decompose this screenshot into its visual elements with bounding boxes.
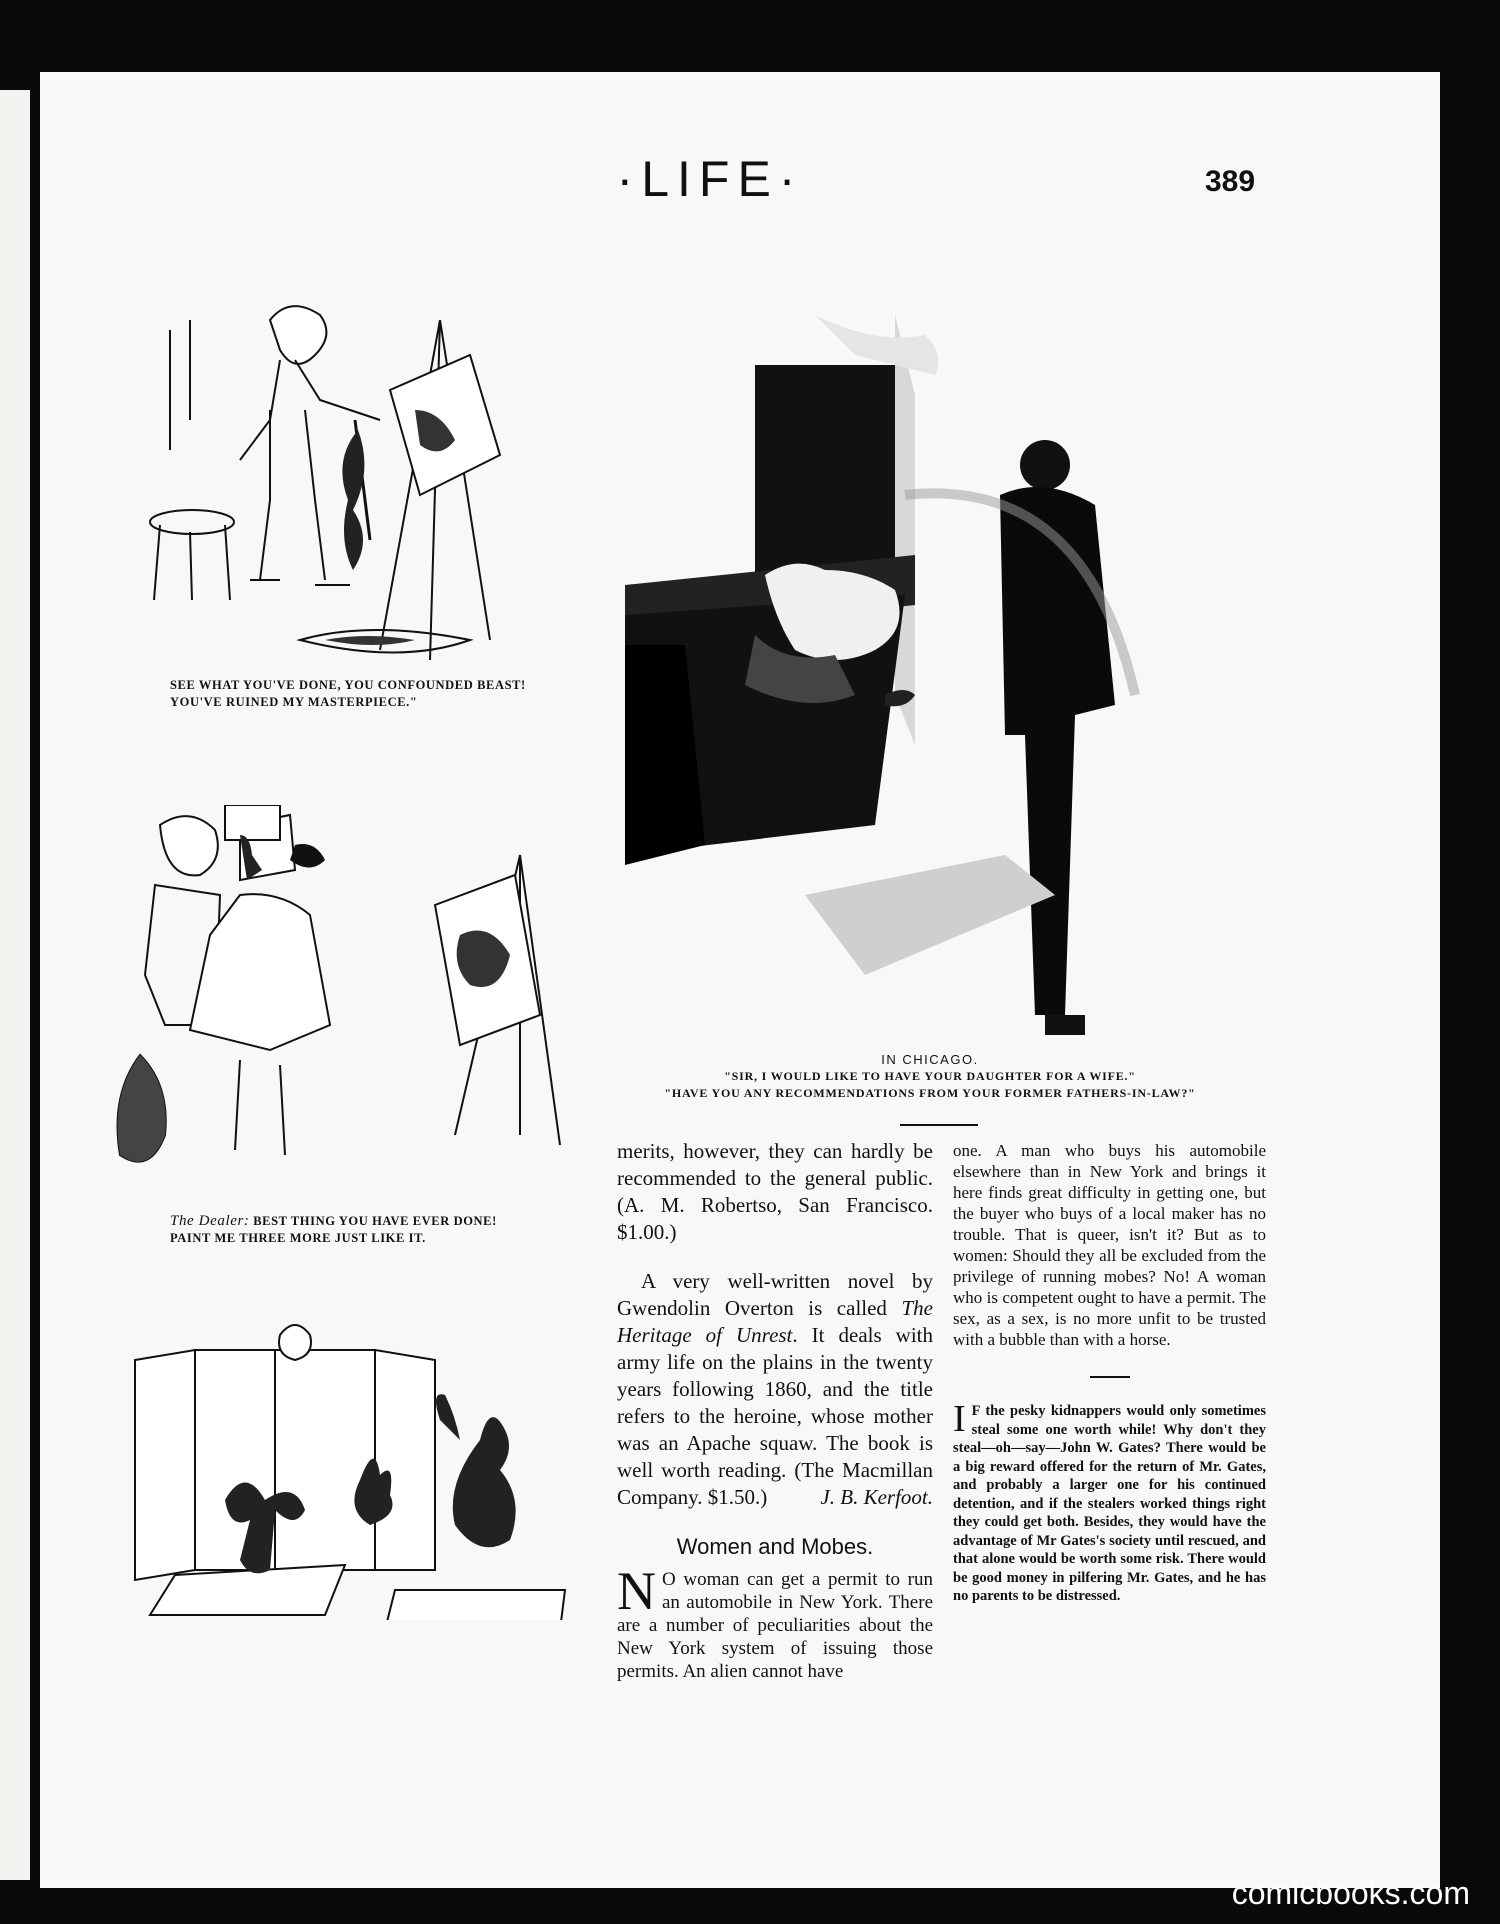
cartoon-1-caption-line1: SEE WHAT YOU'VE DONE, YOU CONFOUNDED BEAST! [170,678,526,692]
cartoon-1-caption [170,677,590,711]
cartoon-dealer [100,805,580,1205]
women-text: O woman can get a permit to run an automobile in New York. There are a number of peculiarities about the New York system of issuing those permits. An alien cannot have [617,1569,933,1682]
cartoon-2-caption-line2: PAINT ME THREE MORE JUST LIKE IT. [170,1231,426,1245]
facing-page-edge [0,90,30,1880]
page-number: 389 [1205,165,1256,198]
chicago-line2: "HAVE YOU ANY RECOMMENDATIONS FROM YOUR FORMER FATHERS-IN-LAW?" [664,1086,1196,1100]
article-column-right [953,1140,1266,1606]
paragraph-heritage [617,1268,933,1511]
signature: J. B. Kerfoot. [820,1485,933,1509]
watermark: comicbooks.com [1231,1875,1470,1911]
paragraph-merits: merits, however, they can hardly be recommended to the general public. (A. M. Robertso, San Francisco. $1.00.) [617,1139,933,1244]
illustration-in-chicago [625,315,1275,1035]
heading-women-and-mobes: Women and Mobes. [676,1534,874,1559]
chicago-title: IN CHICAGO. [881,1052,979,1067]
cartoon-2-caption-line1: BEST THING YOU HAVE EVER DONE! [253,1214,497,1228]
paragraph-kidnappers [953,1398,1266,1606]
cartoon-artist-masterpiece [130,300,570,670]
cartoon-screen-blots [130,1320,600,1620]
heritage-text-b: . It deals with army life on the plains in the twenty years following 1860, and the title refers to the heroine, whose mother was an Apache squaw. The book is well worth reading. (The Macmillan Company. $1.50.) [617,1323,934,1509]
paragraph-women [617,1561,933,1683]
chicago-caption [620,1051,1240,1102]
cartoon-2-caption [170,1213,590,1247]
cartoon-1-caption-line2: YOU'VE RUINED MY MASTERPIECE." [170,695,418,709]
article-column-left [617,1138,933,1705]
masthead-title: ·LIFE· [616,151,804,207]
kidnappers-text: F the pesky kidnappers would only sometimes steal some one worth while! Why don't they steal—oh—say—John W. Gates? There would be a big reward offered for the return of Mr. Gates, and probably a larger one for his continued detention, and if the stealers worked things right they could get both. Besides, they would have the advantage of Mr Gates's society until rescued, and that alone would be worth some risk. There would be good money in pilfering Mr. Gates, and he has no parents to be distressed. [953,1403,1266,1604]
section-rule [1090,1376,1130,1378]
chicago-line1: "SIR, I WOULD LIKE TO HAVE YOUR DAUGHTER FOR A WIFE." [724,1069,1136,1083]
dealer-speaker: The Dealer: [170,1213,250,1229]
paragraph-mobes-continued: one. A man who buys his automobile elsewhere than in New York and brings it here finds great difficulty in getting one, but the buyer who buys of a local maker has no trouble. That is queer, isn't it? But as to women: Should they all be excluded from the privilege of running mobes? No! A woman who is competent ought to have a permit. The sex, as a sex, is no more unfit to be trusted with a bubble than with a horse. [953,1141,1266,1349]
dropcap-n: N [617,1561,656,1621]
dropcap-i: I [953,1398,966,1440]
heritage-text-a: A very well-written novel by Gwendolin Overton is called [617,1269,933,1320]
book-title: The Heritage of Unrest [617,1296,933,1347]
caption-rule [900,1124,978,1126]
